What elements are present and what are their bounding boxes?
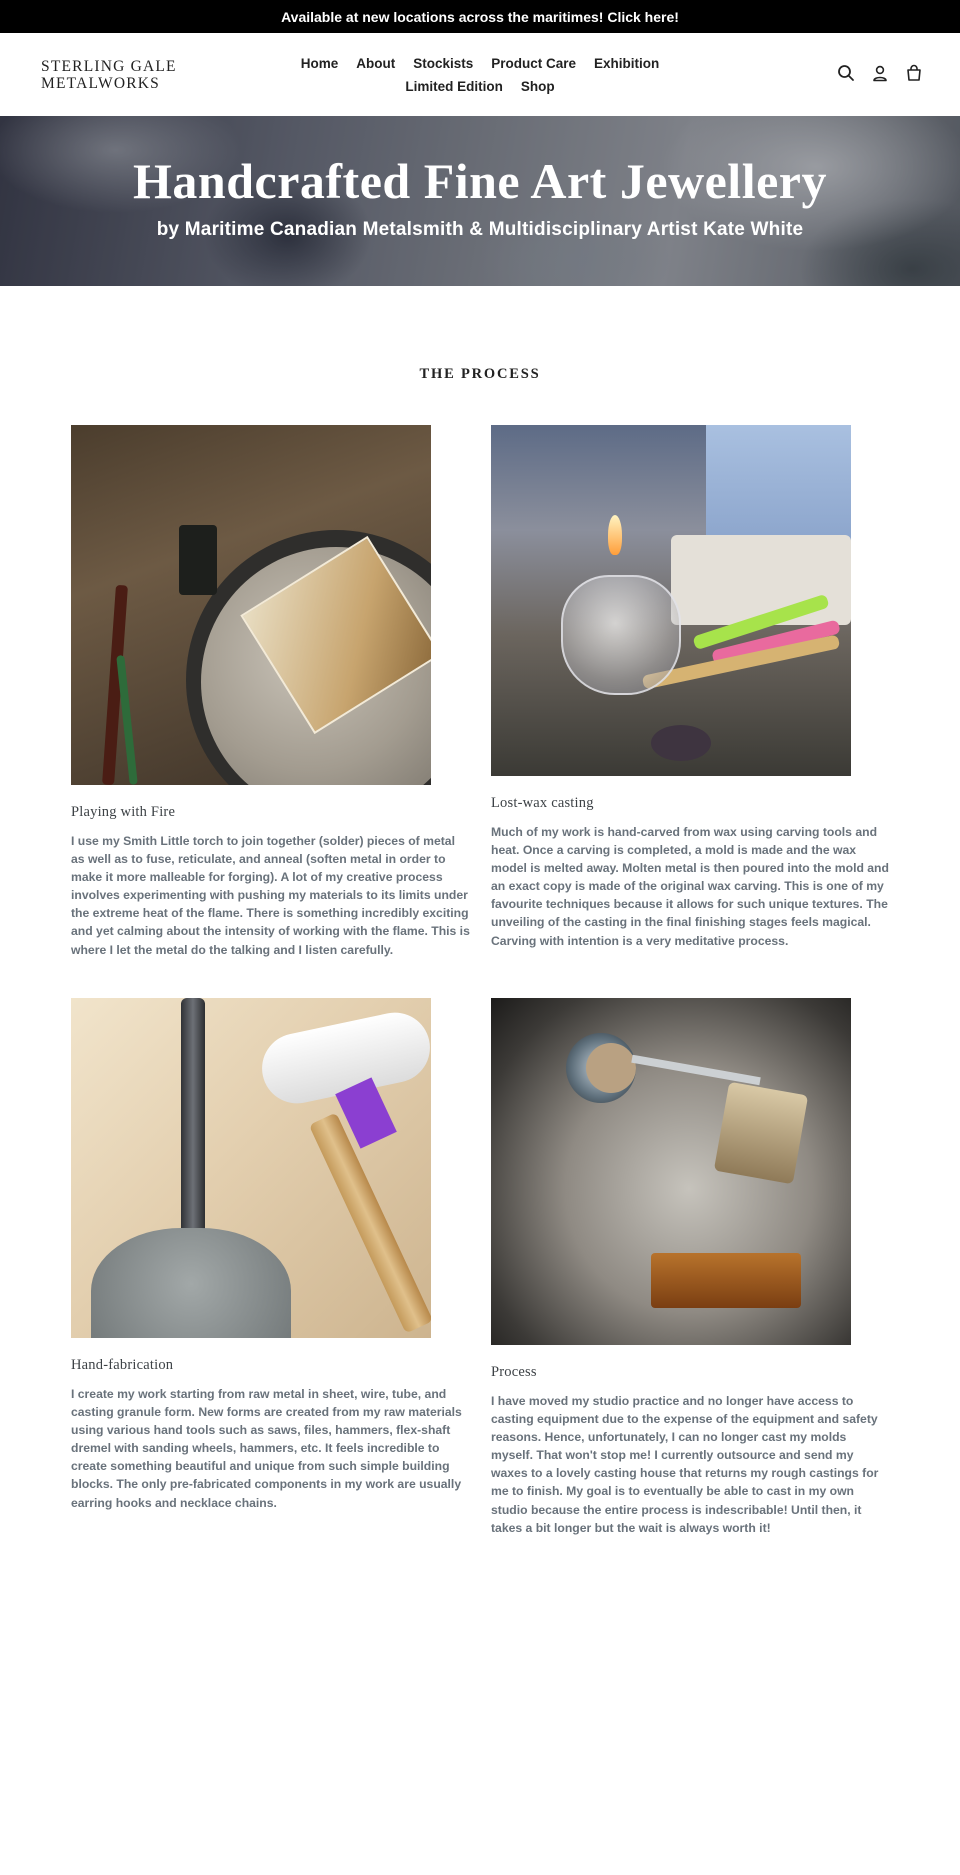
- photo-detail: [561, 575, 681, 695]
- wax-carving-photo: [491, 425, 851, 776]
- block-text: I create my work starting from raw metal in sheet, wire, tube, and casting granule form. New forms are created from my raw materials using various hand tools such as saws, files, hammers, flex-shaft dremel with sanding wheels, hammers, etc. It feels incredible to create something beautiful and unique from such simple building blocks. The only pre-fabricated components in my work are usually earring hooks and necklace chains.: [71, 1387, 462, 1510]
- nav-link-exhibition[interactable]: Exhibition: [594, 56, 660, 71]
- process-block-hand-fabrication: [71, 998, 471, 1512]
- site-header: [0, 33, 960, 116]
- nav-link-shop[interactable]: Shop: [520, 79, 555, 94]
- process-block-lost-wax: [491, 425, 891, 950]
- nav-row-2: [300, 75, 660, 98]
- process-block-fire: [71, 425, 471, 959]
- photo-detail: [116, 655, 138, 785]
- photo-detail: [671, 535, 851, 625]
- block-heading: Lost-wax casting: [491, 795, 594, 811]
- announcement-link[interactable]: Available at new locations across the maritimes! Click here!: [281, 8, 679, 25]
- process-block-process: [491, 998, 891, 1537]
- page-bottom-spacing: [0, 1600, 960, 1875]
- block-heading: Process: [491, 1364, 537, 1380]
- block-heading: Playing with Fire: [71, 804, 176, 820]
- nav-link-home[interactable]: Home: [300, 56, 339, 71]
- nav-link-product-care[interactable]: Product Care: [491, 56, 577, 71]
- photo-detail: [309, 1112, 431, 1333]
- hero-title: Handcrafted Fine Art Jewellery: [133, 153, 827, 209]
- block-heading: Hand-fabrication: [71, 1357, 174, 1373]
- torch-photo: [71, 425, 431, 785]
- announcement-bar[interactable]: [0, 0, 960, 33]
- main-navigation: [300, 52, 660, 98]
- account-icon[interactable]: [870, 63, 890, 83]
- nav-link-stockists[interactable]: Stockists: [413, 56, 474, 71]
- photo-detail: [91, 1228, 291, 1338]
- section-title: THE PROCESS: [419, 366, 541, 382]
- nav-link-about[interactable]: About: [356, 56, 396, 71]
- photo-detail: [631, 1055, 760, 1085]
- photo-detail: [651, 1253, 801, 1308]
- search-icon[interactable]: [836, 63, 856, 83]
- nav-row-1: [300, 52, 660, 75]
- hero-subtitle: by Maritime Canadian Metalsmith & Multidisciplinary Artist Kate White: [156, 219, 804, 240]
- block-text: I have moved my studio practice and no longer have access to casting equipment due to the expense of the equipment and safety reasons. Hence, unfortunately, I can no longer cast my molds myself. That won't stop me! I currently outsource and send my waxes to a lovely casting house that returns my rough castings for me to finish. My goal is to eventually be able to cast in my own studio because the entire process is indescribable! Until then, it takes a bit longer but the wait is always worth it!: [491, 1394, 879, 1535]
- photo-detail: [586, 1043, 636, 1093]
- hero-banner: [0, 116, 960, 286]
- hand-fabrication-photo: [71, 998, 431, 1338]
- logo-line-1: STERLING GALE: [41, 58, 177, 75]
- cart-icon[interactable]: [904, 63, 924, 83]
- photo-detail: [179, 525, 217, 595]
- photo-detail: [608, 515, 622, 555]
- site-logo[interactable]: [41, 58, 177, 92]
- casting-process-photo: [491, 998, 851, 1345]
- header-icons: [836, 63, 924, 83]
- logo-line-2: METALWORKS: [41, 75, 160, 92]
- photo-detail: [651, 725, 711, 761]
- block-text: I use my Smith Little torch to join together (solder) pieces of metal as well as to fuse, reticulate, and anneal (soften metal in order to make it more malleable for forging). A lot of my creative process involves experimenting with pushing my materials to its limits under the extreme heat of the flame. There is something incredibly exciting and yet calming about the intensity of working with the flame. This is where I let the metal do the talking and I listen carefully.: [71, 834, 470, 957]
- photo-detail: [714, 1082, 808, 1185]
- nav-link-limited-edition[interactable]: Limited Edition: [405, 79, 503, 94]
- block-text: Much of my work is hand-carved from wax using carving tools and heat. Once a carving is completed, a mold is made and the wax model is melted away. Molten metal is then poured into the mold and an exact copy is made of the original wax carving. This is one of my favourite techniques because it allows for such unique textures. The unveiling of the casting in the final finishing stages feels magical. Carving with intention is a very meditative process.: [491, 825, 889, 948]
